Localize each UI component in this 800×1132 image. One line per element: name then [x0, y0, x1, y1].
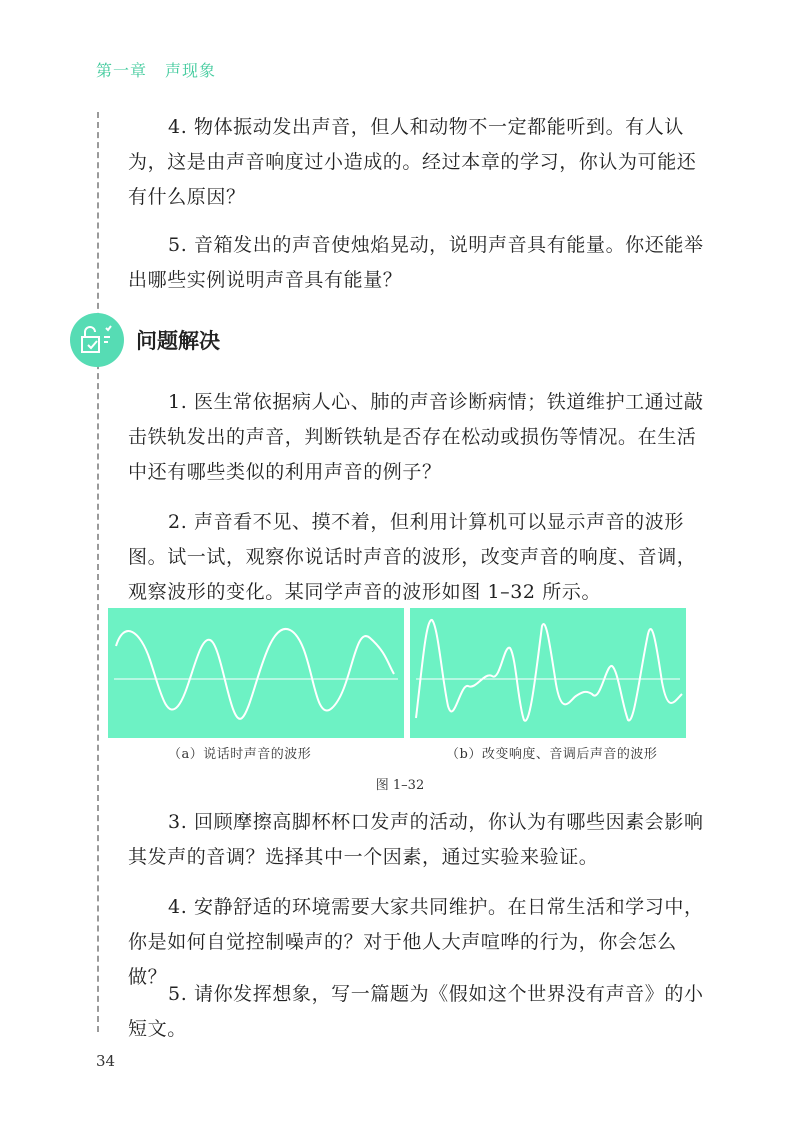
section-header: [70, 313, 220, 367]
section-title: 问题解决: [136, 329, 220, 353]
caption-b: （b）改变响度、音调后声音的波形: [446, 747, 658, 762]
question-3: 3. 回顾摩擦高脚杯杯口发声的活动，你认为有哪些因素会影响其发声的音调？选择其中一个因素，通过实验来验证。: [128, 811, 704, 868]
question-2: 2. 声音看不见、摸不着，但利用计算机可以显示声音的波形图。试一试，观察你说话时声音的波形，改变声音的响度、音调，观察波形的变化。某同学声音的波形如图 1–32 所示。: [128, 511, 697, 603]
waveform-panel-a: [108, 608, 404, 738]
question-5: 5. 请你发挥想象，写一篇题为《假如这个世界没有声音》的小短文。: [128, 983, 704, 1040]
question-4: 4. 安静舒适的环境需要大家共同维护。在日常生活和学习中，你是如何自觉控制噪声的？对于他人大声喧哗的行为，你会怎么做？: [128, 896, 704, 988]
question-5-top: 5. 音箱发出的声音使烛焰晃动，说明声音具有能量。你还能举出哪些实例说明声音具有能量？: [128, 234, 704, 291]
waveform-panel-b: [410, 608, 686, 738]
caption-a: （a）说话时声音的波形: [168, 747, 312, 762]
question-1: 1. 医生常依据病人心、肺的声音诊断病情；铁道维护工通过敲击铁轨发出的声音，判断铁轨是否存在松动或损伤等情况。在生活中还有哪些类似的利用声音的例子？: [128, 391, 704, 483]
margin-dashed-line: [97, 112, 99, 1032]
page-number: 34: [96, 1052, 116, 1070]
question-4-top: 4. 物体振动发出声音，但人和动物不一定都能听到。有人认为，这是由声音响度过小造成的。经过本章的学习，你认为可能还有什么原因？: [128, 116, 697, 208]
chapter-header: [96, 58, 216, 81]
figure-label: 图 1–32: [375, 778, 425, 793]
chapter-number: 第一章: [96, 61, 148, 80]
problem-solving-icon: [70, 313, 124, 367]
chapter-title: 声现象: [165, 61, 217, 80]
